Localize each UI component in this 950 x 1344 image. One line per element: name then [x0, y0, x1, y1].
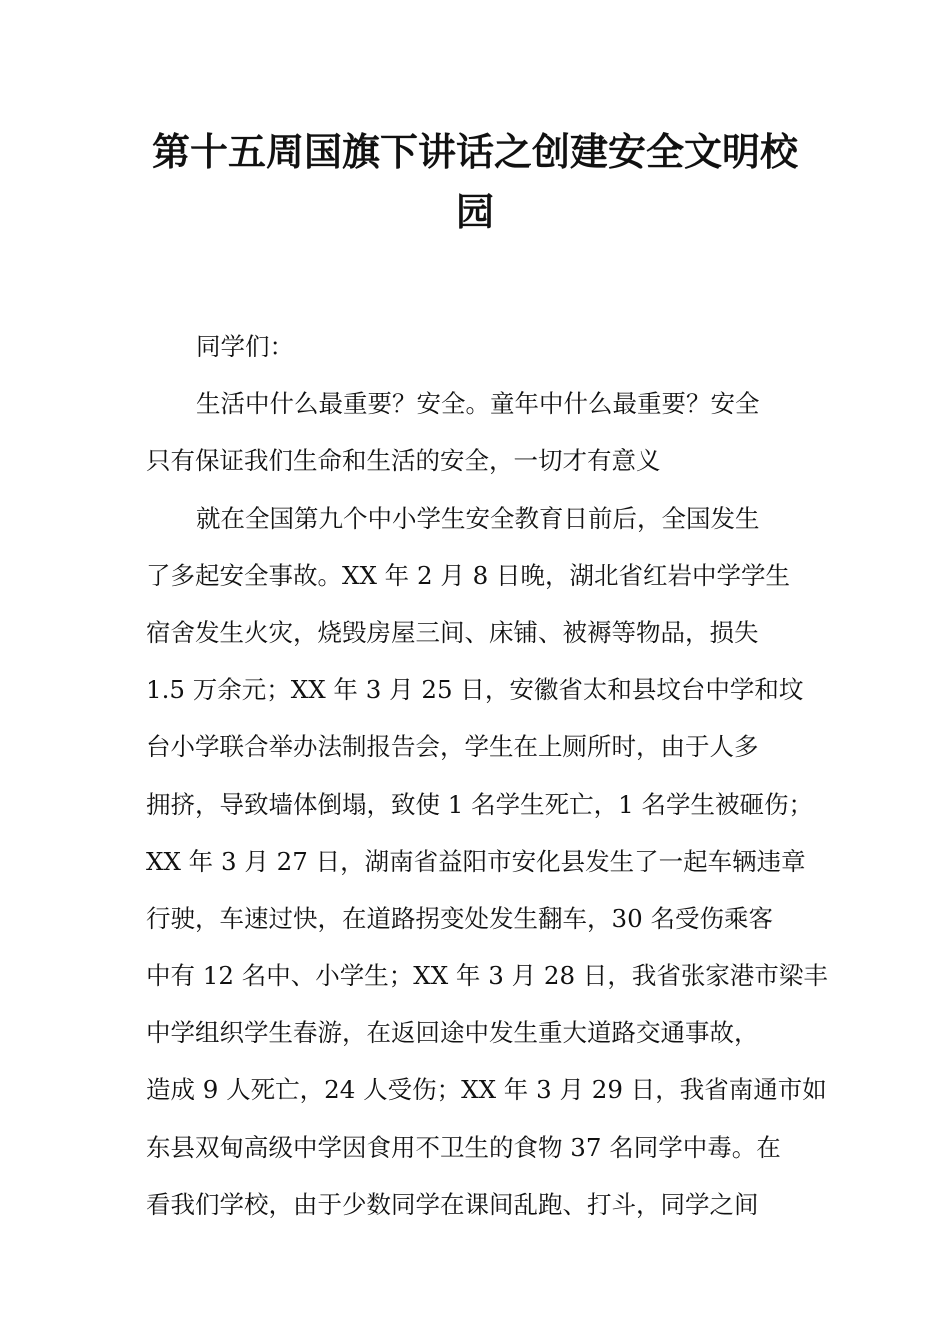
paragraph-line: 1.5 万余元；XX 年 3 月 25 日，安徽省太和县坟台中学和坟 [146, 675, 804, 705]
paragraph-line: 就在全国第九个中小学生安全教育日前后，全国发生 [196, 503, 760, 533]
paragraph-line: 只有保证我们生命和生活的安全，一切才有意义 [146, 446, 661, 476]
paragraph-line: 拥挤，导致墙体倒塌，致使 1 名学生死亡，1 名学生被砸伤； [146, 789, 814, 819]
document-body [146, 318, 828, 1233]
document-title [130, 122, 820, 242]
paragraph-line: 了多起安全事故。XX 年 2 月 8 日晚，湖北省红岩中学学生 [146, 560, 790, 590]
paragraph-line: 宿舍发生火灾，烧毁房屋三间、床铺、被褥等物品，损失 [146, 617, 759, 647]
paragraph-line: 中有 12 名中、小学生；XX 年 3 月 28 日，我省张家港市梁丰 [146, 961, 828, 991]
paragraph-line: 东县双甸高级中学因食用不卫生的食物 37 名同学中毒。在 [146, 1132, 781, 1162]
salutation-line: 同学们： [196, 332, 294, 361]
paragraph-line: 行驶，车速过快，在道路拐变处发生翻车，30 名受伤乘客 [146, 903, 773, 933]
paragraph-line: 造成 9 人死亡，24 人受伤；XX 年 3 月 29 日，我省南通市如 [146, 1075, 827, 1105]
paragraph-line: 生活中什么最重要？安全。童年中什么最重要？安全 [196, 389, 760, 419]
paragraph-line: XX 年 3 月 27 日，湖南省益阳市安化县发生了一起车辆违章 [146, 846, 806, 876]
paragraph-line: 中学组织学生春游，在返回途中发生重大道路交通事故， [146, 1018, 759, 1048]
title-line-2: 园 [455, 190, 494, 234]
paragraph-line: 台小学联合举办法制报告会，学生在上厕所时，由于人多 [146, 732, 759, 762]
paragraph-line: 看我们学校，由于少数同学在课间乱跑、打斗，同学之间 [146, 1189, 759, 1219]
title-line-1: 第十五周国旗下讲话之创建安全文明校 [151, 130, 798, 174]
